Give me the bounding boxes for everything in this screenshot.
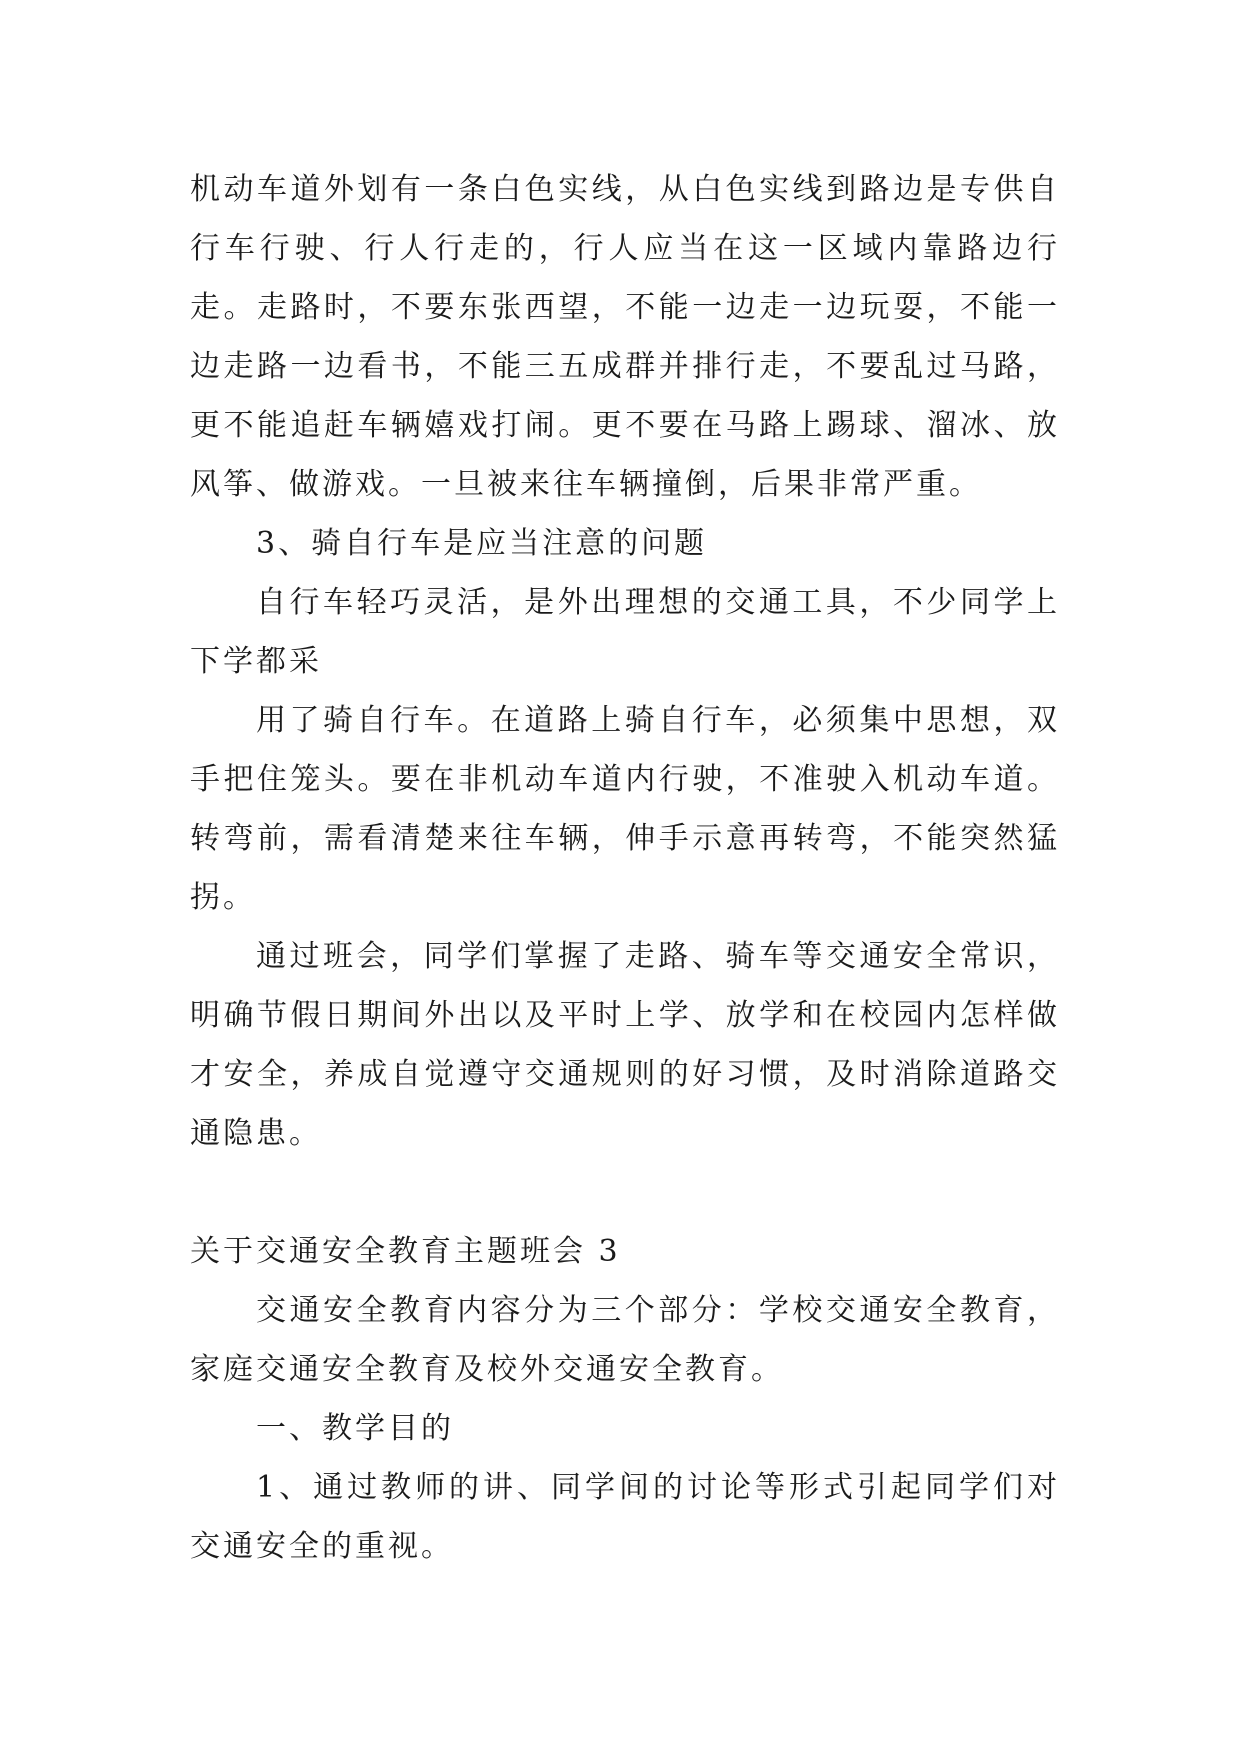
document-page [190, 160, 1060, 1576]
subheading-teaching-goals: 一、教学目的 [256, 1411, 454, 1446]
subheading-cycling: 3、骑自行车是应当注意的问题 [256, 526, 708, 561]
paragraph-cycling-intro: 自行车轻巧灵活，是外出理想的交通工具，不少同学上下学都采 [190, 585, 1060, 679]
paragraph-walking-rules: 机动车道外划有一条白色实线，从白色实线到路边是专供自行车行驶、行人行走的，行人应当在这一区域内靠路边行走。走路时，不要东张西望，不能一边走一边玩耍，不能一边走路一边看书，不能三五成群并排行走，不要乱过马路，更不能追赶车辆嬉戏打闹。更不要在马路上踢球、溜冰、放风筝、做游戏。一旦被来往车辆撞倒，后果非常严重。 [190, 172, 1060, 502]
paragraph-content-overview: 交通安全教育内容分为三个部分：学校交通安全教育，家庭交通安全教育及校外交通安全教育。 [190, 1293, 1060, 1387]
paragraph-goal-1: 1、通过教师的讲、同学间的讨论等形式引起同学们对交通安全的重视。 [190, 1470, 1060, 1564]
section-gap [190, 1163, 1060, 1222]
paragraph-cycling-rules: 用了骑自行车。在道路上骑自行车，必须集中思想，双手把住笼头。要在非机动车道内行驶，不准驶入机动车道。转弯前，需看清楚来往车辆，伸手示意再转弯，不能突然猛拐。 [190, 703, 1060, 915]
paragraph-summary: 通过班会，同学们掌握了走路、骑车等交通安全常识，明确节假日期间外出以及平时上学、放学和在校园内怎样做才安全，养成自觉遵守交通规则的好习惯，及时消除道路交通隐患。 [190, 939, 1060, 1151]
section-title: 关于交通安全教育主题班会 3 [190, 1234, 621, 1269]
